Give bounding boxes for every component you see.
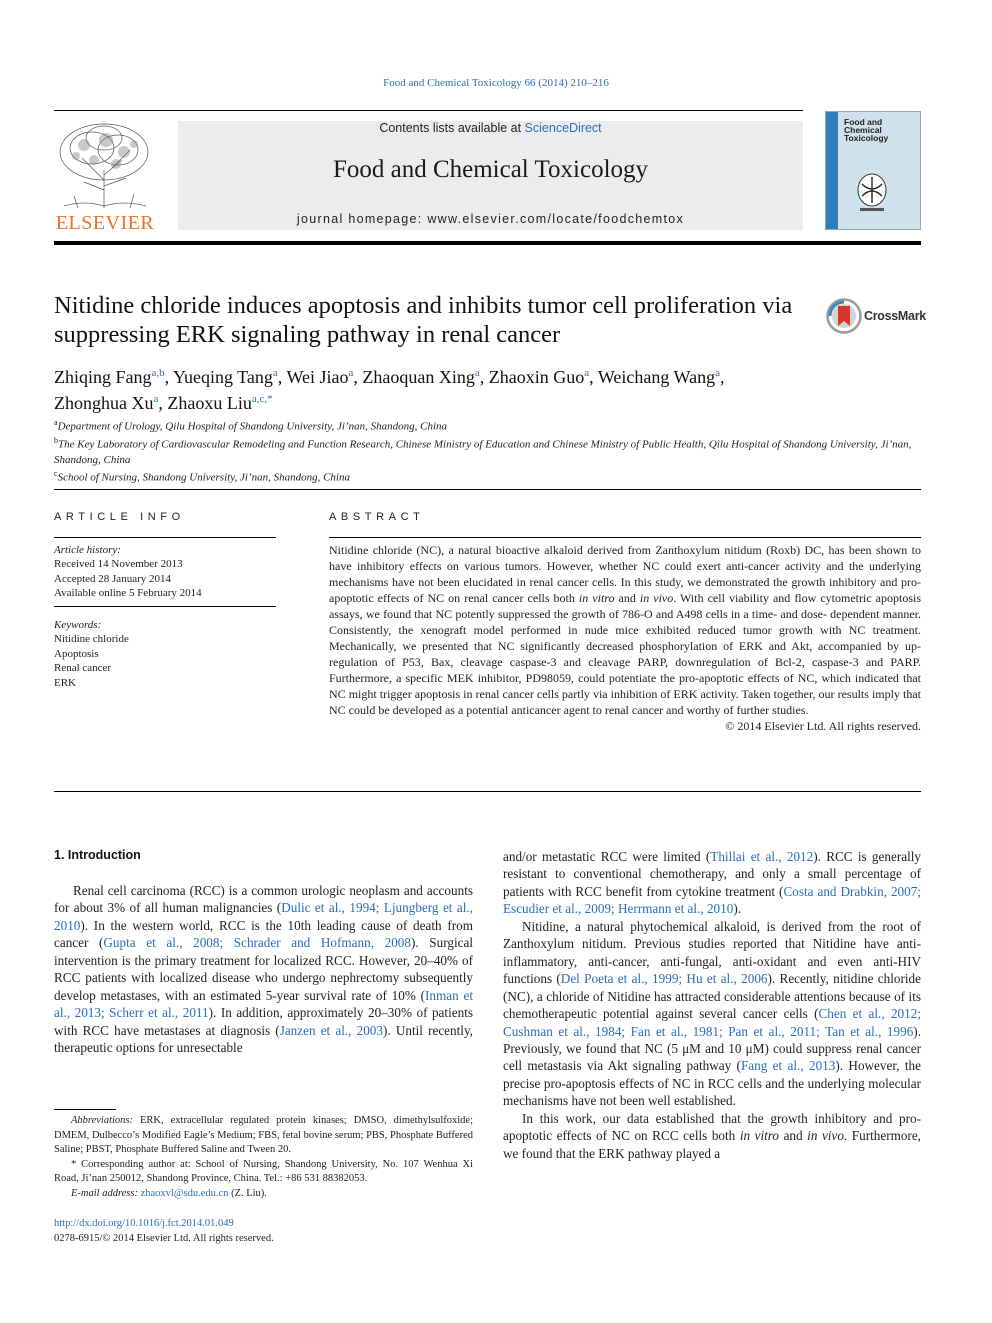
keyword: Renal cancer (54, 662, 112, 675)
body-text: ). In the western world, RCC is the 10th leading cause of death from cancer ( (54, 917, 473, 951)
intro-paragraph (503, 1110, 921, 1162)
abstract-paragraph: Nitidine chloride (NC), a natural bioactive alkaloid derived from Zanthoxylum nitidum (Roxb) DC, has been shown to have inhibitory effects on various tumors. However, whether NC could exert anti-cancer activity and the underlying mechanisms have not been elucidated in renal cancer cells. In this study, we demonstrated the growth inhibitory and pro-apoptotic effects of NC on renal cancer cells both in vitro and in vivo. With cell viability and flow cytometric apoptosis assays, we found that NC potently suppressed the growth of 786-O and A498 cells in a time- and dose- dependent manner. Consistently, the xenograft model performed in nude mice exhibited reduced tumor growth with NC treatment. Mechanically, we presented that NC significantly decreased phosphorylation of ERK and Akt, accompanied by up-regulation of P53, Bax, cleavage caspase-3 and cleavage PARP, downregulation of Bcl-2, caspase-3 and PARP. Furthermore, a specific MEK inhibitor, PD98059, could potentiate the pro-apoptotic effects of NC, which indicated that NC might trigger apoptosis in renal cancer cells partly via inhibition of ERK activity. Taken together, our results imply that NC could be developed as a potential anticancer agent to renal cancer and worthy of further studies. (329, 543, 922, 717)
author[interactable]: Zhiqing Fang$^{a,b}$ (54, 367, 165, 387)
body-text: ). RCC is generally resistant to conventional chemotherapy, and only a small percentage of patients with RCC benefit from cytokine treatment ( (503, 849, 921, 899)
article-info (54, 543, 276, 601)
contents-line: Contents lists available at ScienceDirect (379, 121, 602, 135)
keyword: ERK (54, 676, 76, 689)
body-text: ). (733, 901, 742, 917)
header-thick-rule (54, 241, 921, 245)
author[interactable]: Zhonghua Xu$^a$ (54, 393, 159, 413)
journal-homepage: journal homepage: www.elsevier.com/locate/foodchemtox (296, 212, 685, 226)
history-label: Article history: (54, 544, 121, 556)
abstract-copyright: © 2014 Elsevier Ltd. All rights reserved. (725, 719, 921, 733)
abstract-end-rule (54, 791, 921, 792)
crossmark-icon (826, 298, 862, 334)
body-text: ). However, the precise pro-apoptosis effects of NC in RCC cells and the underlying molecular mechanisms have not been well established. (503, 1058, 921, 1109)
affiliation: $^b$The Key Laboratory of Cardiovascular Remodeling and Function Research, Chinese Ministry of Education and Chinese Ministry of Public Health, Qilu Hospital of Shandong University, Ji’nan, Shandong, China (54, 436, 912, 466)
abstract-text (329, 542, 921, 734)
author[interactable]: Yueqing Tang$^a$ (172, 367, 278, 387)
citation-link[interactable]: Dulic et al., 1994; Ljungberg et al., 2010 (54, 900, 473, 933)
body-text: ). Until recently, therapeutic options for unresectable (54, 1022, 473, 1056)
header-rule (54, 110, 803, 111)
footnote-rule (54, 1109, 116, 1110)
citation-link[interactable]: Del Poeta et al., 1999; Hu et al., 2006 (560, 971, 768, 987)
author[interactable]: Wei Jiao$^a$ (286, 367, 354, 387)
journal-banner (178, 121, 803, 230)
affiliation-rule (54, 489, 921, 490)
citation-link[interactable]: Gupta et al., 2008; Schrader and Hofmann, 2008 (103, 935, 411, 951)
cover-emblem-icon (854, 172, 890, 216)
abbreviations-footnote: Abbreviations: ERK, extracellular regulated protein kinases; DMSO, dimethylsulfoxide; DMEM, Dulbecco’s Modified Eagle’s Medium; FBS, fetal bovine serum; PBS, Phosphate Buffered Saline; PBST, Phosphate Buffered Saline and Tween 20. (54, 1115, 473, 1156)
citation-link[interactable]: Fang et al., 2013 (740, 1058, 836, 1074)
elsevier-tree-icon (54, 120, 156, 210)
author[interactable]: Zhaoxu Liu$^{a,c,*}$ (167, 393, 273, 413)
doi-link[interactable]: http://dx.doi.org/10.1016/j.fct.2014.01.049 (54, 1218, 234, 1229)
body-text: ). In addition, approximately 20–30% of patients with RCC have metastases at diagnosis ( (54, 1005, 473, 1038)
article-info-heading: ARTICLE INFO (54, 511, 185, 523)
homepage-url[interactable]: www.elsevier.com/locate/foodchemtox (427, 212, 685, 226)
corresponding-author-footnote: * Corresponding author at: School of Nursing, Shandong University, No. 107 Wenhua Xi Road, Ji’nan 250012, Shandong Province, China. Tel.: +86 531 88382053. (54, 1158, 473, 1185)
abstract-rule (329, 537, 921, 538)
body-text: and (779, 1128, 808, 1144)
article-title: Nitidine chloride induces apoptosis and inhibits tumor cell proliferation via suppressing ERK signaling pathway in renal cancer (54, 292, 793, 348)
journal-title: Food and Chemical Toxicology (332, 156, 649, 183)
keywords (54, 618, 276, 690)
cover-title: Food and Chemical Toxicology (844, 117, 889, 143)
section-heading: 1. Introduction (54, 848, 141, 862)
body-text: ). Recently, nitidine chloride (NC), a chloride of Nitidine has attracted considerable attentions because of its chemotherapeutic potential against several cancer cells ( (503, 971, 921, 1022)
body-text: In this work, our data established that the growth inhibitory and pro-apoptotic effects of NC on RCC cells both (503, 1110, 921, 1144)
author-list: Zhiqing Fang$^{a,b}$, Yueqing Tang$^a$, Wei Jiao$^a$, Zhaoquan Xing$^a$, Zhaoxin Guo$^a$, Weichang Wang$^a$, Zhonghua Xu$^a$, Zhaoxu Liu$^{a,c,*}$ (54, 367, 725, 413)
citation-link[interactable]: Janzen et al., 2003 (279, 1022, 383, 1038)
author[interactable]: Weichang Wang$^a$ (597, 367, 720, 387)
crossmark-badge[interactable]: CrossMark (826, 298, 926, 334)
issn-line: 0278-6915/© 2014 Elsevier Ltd. All rights reserved. (54, 1233, 274, 1244)
body-text: Nitidine, a natural phytochemical alkaloid, is derived from the root of Zanthoxylum nitidum. Previous studies reported that Nitidine have anti-inflammatory, anti-cancer, anti-fungal, anti-oxidant and even anti-HIV functions ( (503, 918, 921, 987)
sciencedirect-link[interactable]: ScienceDirect (524, 121, 602, 135)
elsevier-wordmark: ELSEVIER (55, 212, 155, 234)
intro-paragraph (503, 918, 921, 1110)
doi-block (54, 1216, 274, 1246)
intro-paragraph (54, 882, 473, 1057)
italic-text: in vitro (739, 1128, 780, 1144)
affiliation: $^a$Department of Urology, Qilu Hospital of Shandong University, Ji’nan, Shandong, China (54, 418, 448, 433)
keyword: Nitidine chloride (54, 633, 129, 646)
keyword: Apoptosis (54, 647, 99, 660)
citation-link[interactable]: Chen et al., 2012; Cushman et al., 1984; Fan et al., 1981; Pan et al., 2011; Tan et al., 1996 (503, 1006, 921, 1039)
footnotes (54, 1114, 473, 1202)
online-date: Available online 5 February 2014 (54, 587, 202, 600)
elsevier-logo[interactable] (54, 120, 156, 235)
citation-link[interactable]: Thillai et al., 2012 (710, 849, 814, 864)
body-text: . Furthermore, we found that the ERK pathway played a (503, 1128, 921, 1161)
affiliation: $^c$School of Nursing, Shandong University, Ji’nan, Shandong, China (54, 469, 350, 484)
body-text: Renal cell carcinoma (RCC) is a common urologic neoplasm and accounts for about 3% of all human malignancies ( (54, 883, 473, 916)
citation-link[interactable]: Costa and Drabkin, 2007; Escudier et al., 2009; Herrmann et al., 2010 (503, 883, 921, 917)
body-text: ). Surgical intervention is the primary treatment for localized RCC. However, 20–40% of RCC patients with localized disease who undergo nephrectomy subsequently develop metastases, with an estimated 5-year survival rate of 10% ( (54, 935, 473, 1003)
keywords-rule (54, 606, 276, 607)
abstract-heading: ABSTRACT (329, 511, 425, 523)
citation-link[interactable]: Inman et al., 2013; Scherr et al., 2011 (54, 987, 473, 1021)
email-link[interactable]: zhaoxvl@sdu.edu.cn (140, 1187, 229, 1199)
accepted-date: Accepted 28 January 2014 (54, 572, 171, 585)
italic-text: in vivo (807, 1128, 844, 1144)
right-column (503, 848, 921, 1162)
intro-paragraph (503, 848, 921, 918)
keywords-label: Keywords: (54, 619, 102, 631)
affiliations (54, 416, 922, 485)
email-footnote: E-mail address: zhaoxvl@sdu.edu.cn (Z. Liu). (71, 1187, 267, 1199)
body-text: and/or metastatic RCC were limited ( (503, 849, 711, 864)
article-info-rule (54, 537, 276, 538)
received-date: Received 14 November 2013 (54, 558, 183, 571)
author[interactable]: Zhaoquan Xing$^a$ (362, 367, 480, 387)
journal-cover-thumbnail[interactable] (825, 111, 921, 230)
author[interactable]: Zhaoxin Guo$^a$ (488, 367, 590, 387)
left-column (54, 882, 473, 1057)
body-text: ). Previously, we found that NC (5 μM and 10 μM) could suppress renal cancer cell metastasis via Akt signaling pathway ( (503, 1023, 921, 1074)
cover-strip (826, 112, 838, 229)
journal-citation[interactable]: Food and Chemical Toxicology 66 (2014) 210–216 (383, 77, 609, 89)
